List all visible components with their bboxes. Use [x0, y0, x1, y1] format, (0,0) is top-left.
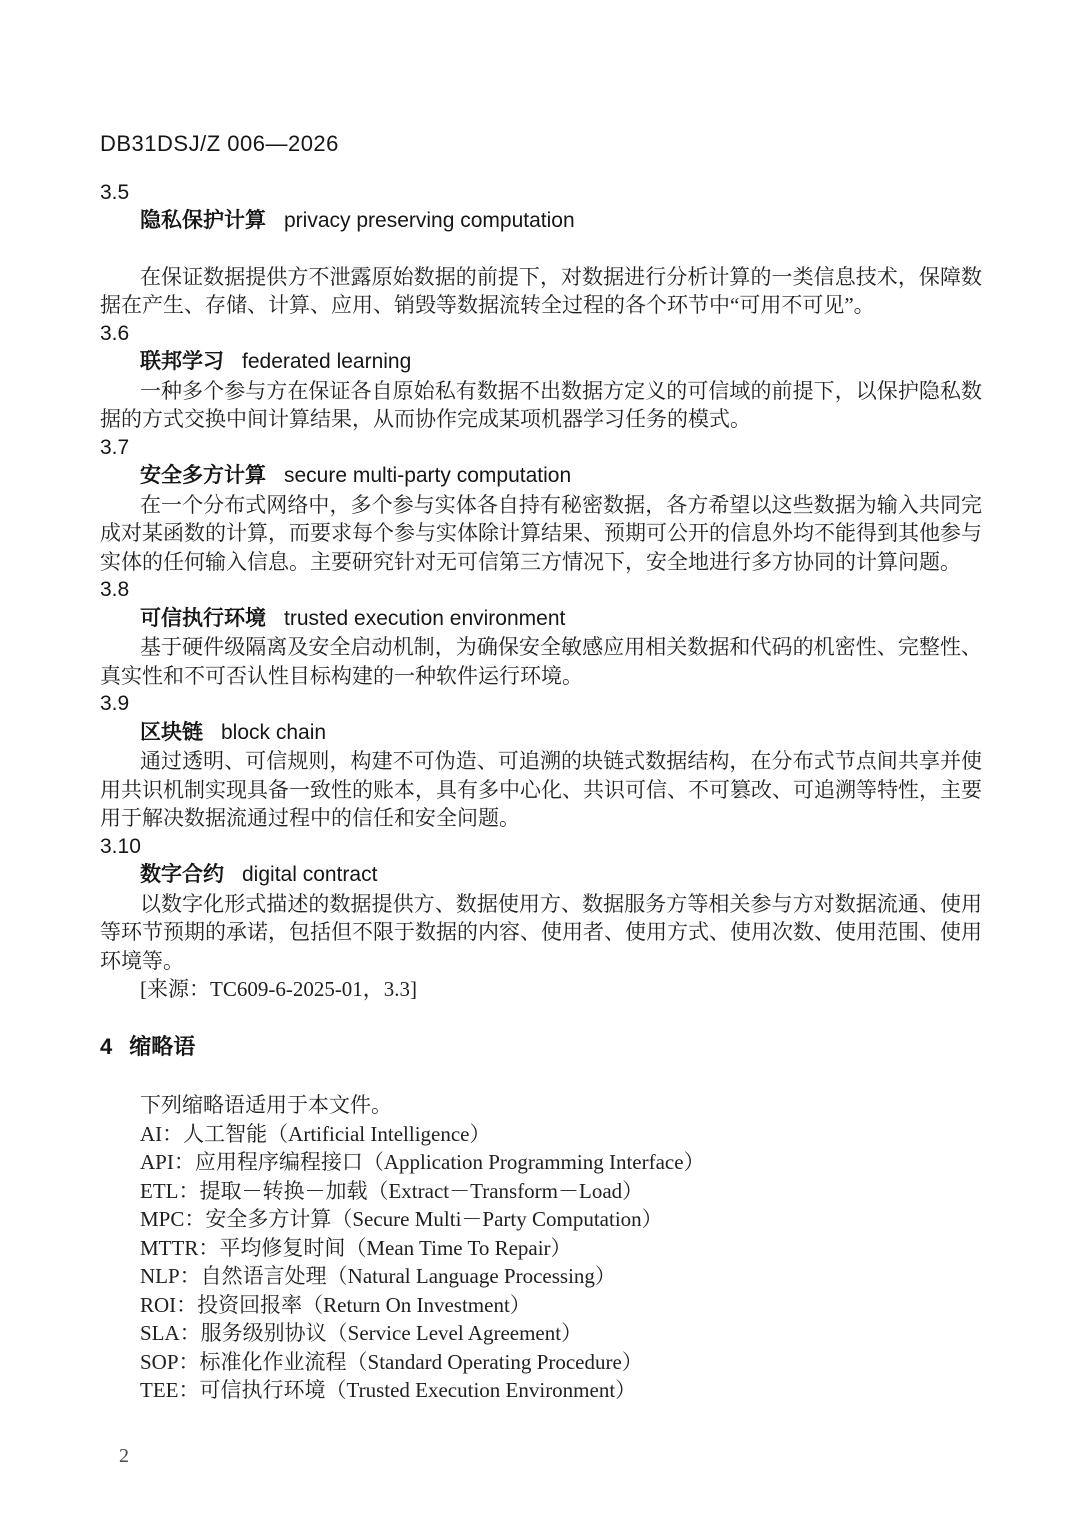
- term-chinese: 联邦学习: [140, 350, 224, 373]
- clause-3-8: [100, 576, 982, 690]
- abbreviation-item-sla: SLA：服务级别协议（Service Level Agreement）: [140, 1321, 583, 1345]
- abbreviations-intro: 下列缩略语适用于本文件。: [140, 1093, 392, 1117]
- abbreviation-list: [100, 1120, 982, 1405]
- section-number: 4: [100, 1033, 113, 1059]
- term-heading: [100, 462, 982, 491]
- clause-number: 3.5: [100, 180, 130, 204]
- term-heading: [100, 861, 982, 890]
- clause-number: 3.7: [100, 435, 130, 459]
- clause-number: 3.6: [100, 321, 130, 345]
- abbreviation-item-etl: ETL：提取－转换－加载（Extract－Transform－Load）: [140, 1178, 644, 1203]
- abbreviation-item-ai: AI：人工智能（Artificial Intelligence）: [140, 1121, 491, 1146]
- clause-number: 3.9: [100, 692, 130, 715]
- abbreviation-item-roi: ROI：投资回报率（Return On Investment）: [140, 1292, 531, 1317]
- term-english: digital contract: [242, 863, 378, 886]
- term-source-reference: [来源：TC609-6-2025-01，3.3]: [140, 977, 418, 1001]
- term-english: block chain: [221, 720, 327, 744]
- clause-number: 3.10: [100, 834, 141, 858]
- term-chinese: 数字合约: [140, 863, 224, 886]
- term-english: federated learning: [242, 350, 412, 373]
- term-definition: 通过透明、可信规则，构建不可伪造、可追溯的块链式数据结构，在分布式节点间共享并使用共识机制实现具备一致性的账本，具有多中心化、共识可信、不可篡改、可追溯等特性，主要用于解决数据流通过程中的信任和安全问题。: [100, 749, 982, 830]
- abbreviation-item-nlp: NLP：自然语言处理（Natural Language Processing）: [140, 1264, 616, 1288]
- term-heading: [100, 605, 982, 634]
- section-abbreviations: [100, 1033, 982, 1405]
- clause-3-10: [100, 833, 982, 1004]
- abbreviation-item-mttr: MTTR：平均修复时间（Mean Time To Repair）: [140, 1235, 572, 1260]
- term-english: privacy preserving computation: [284, 209, 575, 232]
- term-definition: 以数字化形式描述的数据提供方、数据使用方、数据服务方等相关参与方对数据流通、使用等环节预期的承诺，包括但不限于数据的内容、使用者、使用方式、使用次数、使用范围、使用环境等。: [100, 891, 982, 973]
- term-heading: [100, 719, 982, 748]
- clause-number: 3.8: [100, 578, 130, 601]
- abbreviation-item-sop: SOP：标准化作业流程（Standard Operating Procedure）: [140, 1349, 643, 1374]
- document-number-header: DB31DSJ/Z 006—2026: [100, 131, 339, 156]
- section-heading: [100, 1033, 982, 1062]
- clause-3-5: [100, 179, 982, 320]
- term-chinese: 可信执行环境: [140, 606, 266, 630]
- page-number: 2: [119, 1444, 129, 1467]
- term-chinese: 安全多方计算: [140, 464, 266, 487]
- term-heading: [100, 348, 982, 377]
- term-definition: 一种多个参与方在保证各自原始私有数据不出数据方定义的可信域的前提下，以保护隐私数据的方式交换中间计算结果，从而协作完成某项机器学习任务的模式。: [100, 378, 982, 431]
- abbreviation-item-api: API：应用程序编程接口（Application Programming Interface）: [140, 1150, 705, 1174]
- term-heading: [100, 207, 982, 236]
- term-chinese: 隐私保护计算: [140, 209, 266, 232]
- clause-3-6: [100, 320, 982, 434]
- abbreviation-item-mpc: MPC：安全多方计算（Secure Multi－Party Computation）: [140, 1207, 663, 1231]
- clause-3-7: [100, 434, 982, 577]
- term-english: secure multi-party computation: [284, 464, 572, 487]
- abbreviation-item-tee: TEE：可信执行环境（Trusted Execution Environment）: [140, 1378, 637, 1402]
- term-definition: 在保证数据提供方不泄露原始数据的前提下，对数据进行分析计算的一类信息技术，保障数据在产生、存储、计算、应用、销毁等数据流转全过程的各个环节中“可用不可见”。: [100, 264, 982, 317]
- term-english: trusted execution environment: [284, 606, 566, 630]
- term-chinese: 区块链: [140, 720, 203, 744]
- clause-3-9: [100, 690, 982, 833]
- term-definition: 基于硬件级隔离及安全启动机制，为确保安全敏感应用相关数据和代码的机密性、完整性、真实性和不可否认性目标构建的一种软件运行环境。: [100, 635, 982, 688]
- term-definition: 在一个分布式网络中，多个参与实体各自持有秘密数据，各方希望以这些数据为输入共同完成对某函数的计算，而要求每个参与实体除计算结果、预期可公开的信息外均不能得到其他参与实体的任何输入信息。主要研究针对无可信第三方情况下，安全地进行多方协同的计算问题。: [100, 492, 982, 574]
- section-title: 缩略语: [129, 1033, 196, 1059]
